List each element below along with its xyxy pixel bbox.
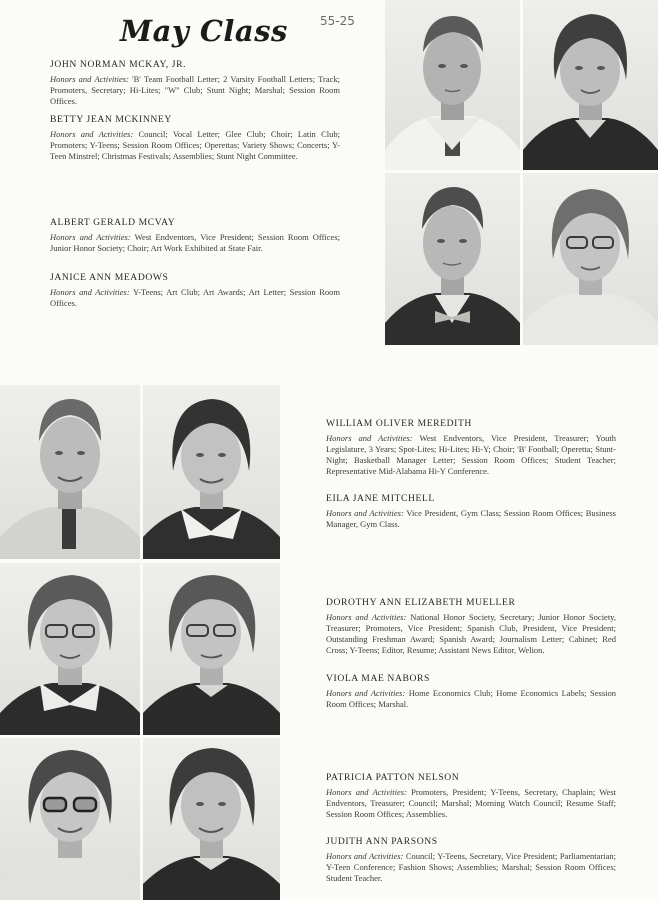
activities-label: Honors and Activities: [50, 129, 134, 139]
student-name: PATRICIA PATTON NELSON [326, 772, 460, 783]
activities-label: Honors and Activities: [50, 287, 130, 297]
student-portrait [143, 385, 280, 559]
activities-label: Honors and Activities: [326, 508, 404, 518]
student-entry [50, 114, 340, 162]
student-portrait [385, 0, 520, 170]
student-entry [326, 597, 616, 656]
student-entry [50, 59, 340, 107]
activities-text: Promoters, President; Y-Teens, Secretary, Chaplain; West Endventors, Treasurer; Council; Marshal; Morning Watch Council; Resume Staff; Session Room Offices; Assemblies. [326, 787, 616, 820]
activities-text: 'B' Team Football Letter; 2 Varsity Football Letters; Track; Promoters, Secretary; Hi-Lites; "W" Club; Stunt Night; Marshal; Session Room Offices. [50, 74, 341, 107]
student-activities [326, 688, 616, 710]
student-entry [50, 272, 340, 309]
student-activities [326, 508, 616, 530]
student-name: BETTY JEAN MCKINNEY [50, 114, 172, 125]
student-activities [50, 129, 340, 162]
student-entry [326, 836, 616, 884]
student-portrait [143, 563, 280, 735]
student-portrait [385, 173, 520, 345]
activities-label: Honors and Activities: [326, 433, 413, 443]
student-portrait [0, 563, 140, 735]
student-name: EILA JANE MITCHELL [326, 493, 435, 504]
student-name: VIOLA MAE NABORS [326, 673, 430, 684]
student-name: WILLIAM OLIVER MEREDITH [326, 418, 472, 429]
activities-text: West Endventors, Vice President, Treasurer; Youth Legislature, 3 Years; Spot-Lites; Hi-Lites; Hi-Y; Choir; 'B' Football; Operetta; Stunt-Night; Basketball Manager Letter; Session Room Offices; Student Teacher; Representative Mid-Alabama Hi-Y Conference. [326, 433, 616, 477]
student-activities [50, 74, 340, 107]
student-activities [326, 612, 616, 656]
student-activities [326, 851, 616, 884]
student-entry [326, 418, 616, 477]
handwritten-page-note: 55-25 [320, 14, 355, 28]
activities-text: Vice President, Gym Class; Session Room Offices; Business Manager, Gym Class. [326, 508, 616, 530]
activities-text: National Honor Society, Secretary; Junior Honor Society, Treasurer; Promoters, Vice President; Spanish Club, President, Vice President; Outstanding Freshman Award; Spanish Award; Journalism Letter; Cabinet; Red Cross; Y-Teens; Editor, Resume; Assistant News Editor, Welion. [326, 612, 617, 656]
student-entry [50, 217, 340, 254]
student-name: JANICE ANN MEADOWS [50, 272, 169, 283]
student-name: DOROTHY ANN ELIZABETH MUELLER [326, 597, 516, 608]
student-activities [326, 787, 616, 820]
activities-label: Honors and Activities: [326, 612, 407, 622]
student-portrait [143, 738, 280, 900]
student-entry [326, 772, 616, 820]
activities-text: Y-Teens; Art Club; Art Awards; Art Letter; Session Room Offices. [50, 287, 341, 309]
student-portrait [523, 0, 658, 170]
student-entry [326, 673, 616, 710]
activities-label: Honors and Activities: [326, 787, 407, 797]
activities-label: Honors and Activities: [50, 74, 129, 84]
student-portrait [523, 173, 658, 345]
page-title: May Class [120, 14, 288, 48]
activities-text: West Endventors, Vice President; Session Room Offices; Junior Honor Society; Choir; Art Work Exhibited at State Fair. [50, 232, 341, 254]
activities-label: Honors and Activities: [326, 851, 404, 861]
activities-label: Honors and Activities: [50, 232, 131, 242]
student-portrait [0, 738, 140, 900]
student-name: ALBERT GERALD MCVAY [50, 217, 176, 228]
student-activities [50, 232, 340, 254]
activities-text: Council; Vocal Letter; Glee Club; Choir; Latin Club; Promoters; Y-Teens; Session Room Offices; Operettas; Variety Shows; Concerts; Y-Teen Minstrel; Christmas Festivals; Assemblies; Stunt Night Committee. [50, 129, 340, 162]
student-activities [326, 433, 616, 477]
student-activities [50, 287, 340, 309]
student-entry [326, 493, 616, 530]
student-name: JOHN NORMAN MCKAY, JR. [50, 59, 187, 70]
activities-label: Honors and Activities: [326, 688, 406, 698]
student-portrait [0, 385, 140, 559]
activities-text: Council; Y-Teens, Secretary, Vice President; Parliamentarian; Y-Teen Conference; Fashion Shows; Assemblies; Marshal; Session Room Offices; Student Teacher. [326, 851, 617, 884]
student-name: JUDITH ANN PARSONS [326, 836, 438, 847]
activities-text: Home Economics Club; Home Economics Labels; Session Room Offices; Marshal. [326, 688, 616, 710]
